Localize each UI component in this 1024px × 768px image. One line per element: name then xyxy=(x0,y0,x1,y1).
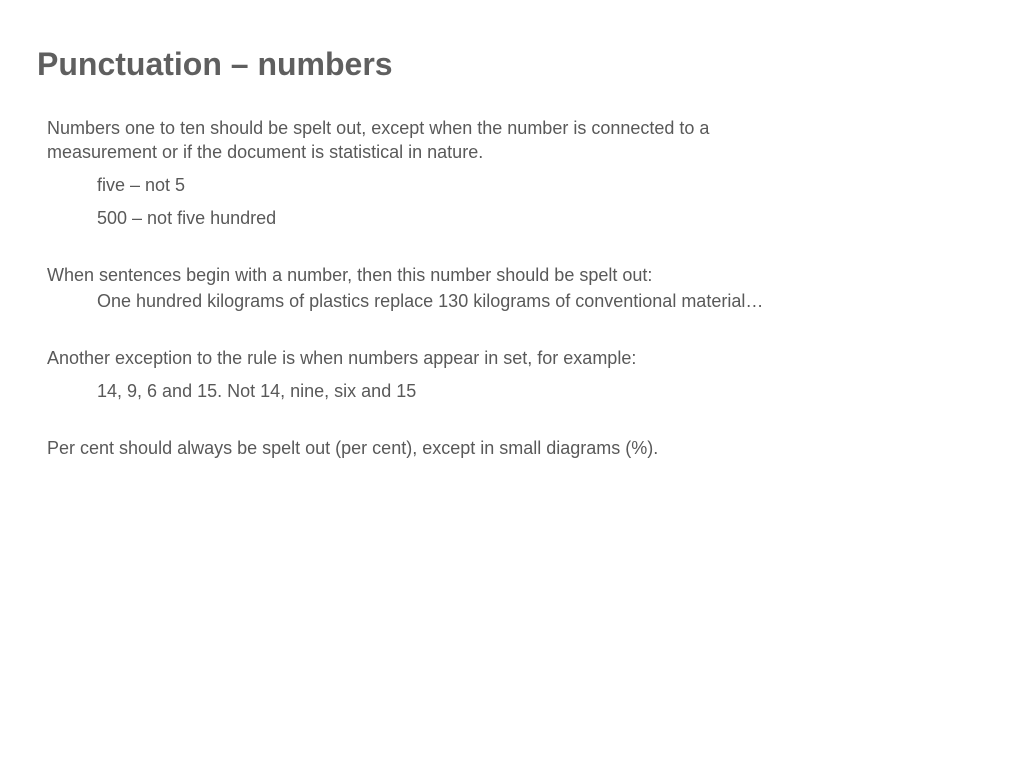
example-number-set: 14, 9, 6 and 15. Not 14, nine, six and 15 xyxy=(97,381,417,401)
example-five: five – not 5 xyxy=(97,175,186,195)
example-kilograms: One hundred kilograms of plastics replace 130 kilograms of conventional material… xyxy=(97,291,764,311)
rule-spell-out-one-to-ten: Numbers one to ten should be spelt out, except when the number is connected to a measurement or if the document is statistical in nature. xyxy=(47,118,710,162)
rule-sentence-start: When sentences begin with a number, then this number should be spelt out: xyxy=(47,265,653,285)
rule-per-cent: Per cent should always be spelt out (per cent), except in small diagrams (%). xyxy=(47,438,659,458)
slide-title: Punctuation – numbers xyxy=(37,46,393,82)
example-five-hundred: 500 – not five hundred xyxy=(97,208,277,228)
rule-number-sets: Another exception to the rule is when numbers appear in set, for example: xyxy=(47,348,637,368)
slide-body xyxy=(47,116,807,460)
